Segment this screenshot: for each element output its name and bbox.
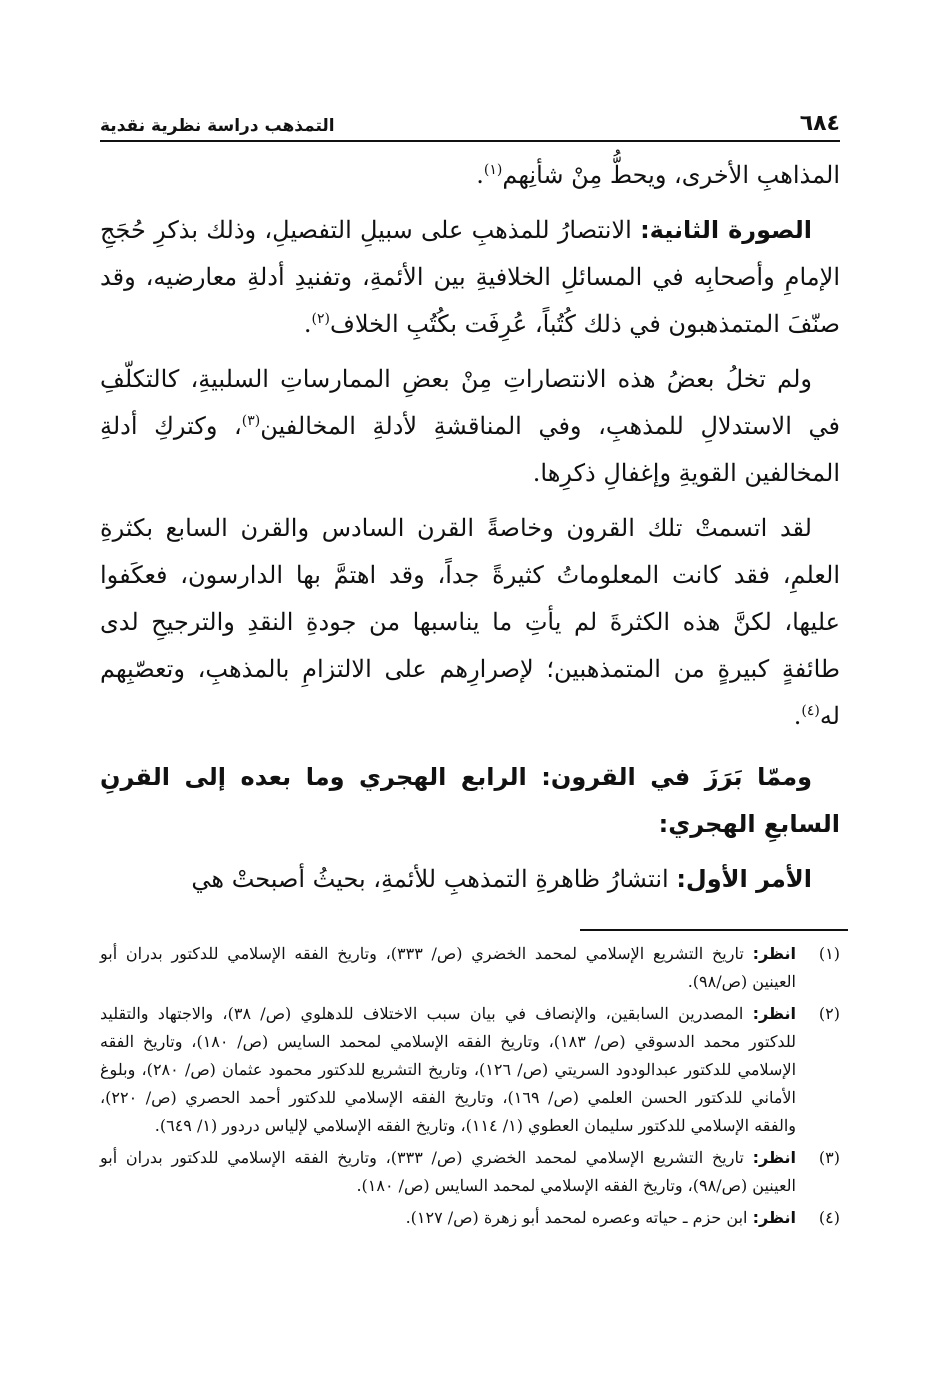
footnote-text — [100, 1144, 796, 1200]
paragraph-text: ولم تخلُ بعضُ هذه الانتصاراتِ مِنْ بعضِ الممارساتِ السلبيةِ، كالتكلّفِ في الاستدلالِ للمذهبِ، وفي المناقشةِ لأدلةِ المخالفين — [100, 365, 840, 440]
footnote-text — [100, 1204, 796, 1232]
footnote — [100, 1144, 840, 1200]
book-title: التمذهب دراسة نظرية نقدية — [100, 116, 335, 136]
footnote-number: (٢) — [818, 1004, 840, 1023]
footnote-lead: انظر: — [752, 1148, 796, 1167]
footnote-number: (٤) — [818, 1208, 840, 1227]
paragraph — [100, 505, 840, 740]
footnote-lead: انظر: — [752, 1208, 796, 1227]
main-text — [100, 152, 840, 911]
footnote-lead: انظر: — [752, 1004, 796, 1023]
footnote-number: (٣) — [818, 1148, 840, 1167]
footnote-text — [100, 940, 796, 996]
section-heading-text: وممّا بَرَزَ في القرون: الرابع الهجري وما بعده إلى القرنِ السابعِ الهجري: — [100, 763, 840, 838]
page-number: ٦٨٤ — [799, 111, 840, 136]
paragraph — [100, 152, 840, 199]
footnote-marker: (٣) — [241, 413, 261, 429]
footnote-body: تاريخ التشريع الإسلامي لمحمد الخضري (ص/ ٣٣٣)، وتاريخ الفقه الإسلامي للدكتور بدران أبو العينين (ص/٩٨)، وتاريخ الفقه الإسلامي لمحمد السايس (ص/ ١٨٠). — [100, 1148, 796, 1195]
paragraph — [100, 856, 840, 903]
footnote-marker: (١) — [483, 162, 503, 178]
paragraph-text: انتشارُ ظاهرةِ التمذهبِ للأئمةِ، بحيثُ أصبحتْ هي — [191, 865, 677, 893]
paragraph-text: المذاهبِ الأخرى، ويحطُّ مِنْ شأنِهم — [502, 161, 840, 189]
paragraph-end: . — [476, 161, 484, 189]
paragraph — [100, 207, 840, 348]
footnote-separator — [580, 929, 848, 931]
footnote-lead: انظر: — [752, 944, 796, 963]
footnote-marker: (٢) — [311, 311, 330, 327]
footnote-body: المصدرين السابقين، والإنصاف في بيان سبب الاختلاف للدهلوي (ص/ ٣٨)، والاجتهاد والتقليد للدكتور محمد الدسوقي (ص/ ١٨٣)، وتاريخ الفقه الإسلامي لمحمد السايس (ص/ ١٨٠)، وتاريخ الفقه الإسلامي للدكتور عبدالودود السريتي (ص/ ١٢٦)، وتاريخ التشريع للدكتور محمود عثمان (ص/ ٢٨٠)، وبلوغ الأماني للدكتور الحسن العلمي (ص/ ١٦٩)، وتاريخ الفقه الإسلامي للدكتور أحمد الحصري (ص/ ٢٢٠)، والفقه الإسلامي للدكتور سليمان العطوي (١/ ١١٤)، وتاريخ الفقه الإسلامي لإلياس دردور (١/ ٦٤٩). — [100, 1004, 797, 1135]
paragraph-lead: الأمر الأول: — [676, 865, 812, 893]
paragraph-text-continued: ، وكتركِ أدلةِ المخالفين القويةِ وإغفالِ ذكرِها. — [100, 412, 840, 487]
footnotes — [100, 940, 840, 1236]
paragraph-end: . — [793, 702, 802, 730]
paragraph-text: الانتصارُ للمذهبِ على سبيلِ التفصيلِ، وذلك بذكرِ حُجَجِ الإمامِ وأصحابِه في المسائلِ الخلافيةِ بين الأئمةِ، وتفنيدِ أدلةِ معارضيه، وقد صنّفَ المتمذهبون في ذلك كُتُباً، عُرِفَت بكُتُبِ الخلاف — [100, 216, 840, 338]
footnote — [100, 1204, 840, 1232]
section-heading — [100, 754, 840, 848]
paragraph-end: . — [303, 310, 312, 338]
footnote-number: (١) — [818, 944, 840, 963]
footnote-text — [100, 1000, 796, 1140]
paragraph-text: لقد اتسمتْ تلك القرون وخاصةً القرن السادس والقرن السابع بكثرةِ العلمِ، فقد كانت المعلوماتُ كثيرةً جداً، وقد اهتمَّ بها الدارسون، فعكَفوا عليها، لكنَّ هذه الكثرةَ لم يأتِ ما يناسبها من جودةِ النقدِ والترجيحِ لدى طائفةٍ كبيرةٍ من المتمذهبين؛ لإصرارِهم على الالتزامِ بالمذهبِ، وتعصّبِهم له — [100, 514, 840, 730]
footnote-body: تاريخ التشريع الإسلامي لمحمد الخضري (ص/ ٣٣٣)، وتاريخ الفقه الإسلامي للدكتور بدران أبو العينين (ص/٩٨). — [100, 944, 796, 991]
paragraph-lead: الصورة الثانية: — [640, 216, 813, 244]
paragraph — [100, 356, 840, 497]
running-header — [100, 100, 840, 142]
footnote — [100, 1000, 840, 1140]
footnote-body: ابن حزم ـ حياته وعصره لمحمد أبو زهرة (ص/ ١٢٧). — [405, 1208, 753, 1227]
footnote — [100, 940, 840, 996]
footnote-marker: (٤) — [801, 703, 820, 719]
